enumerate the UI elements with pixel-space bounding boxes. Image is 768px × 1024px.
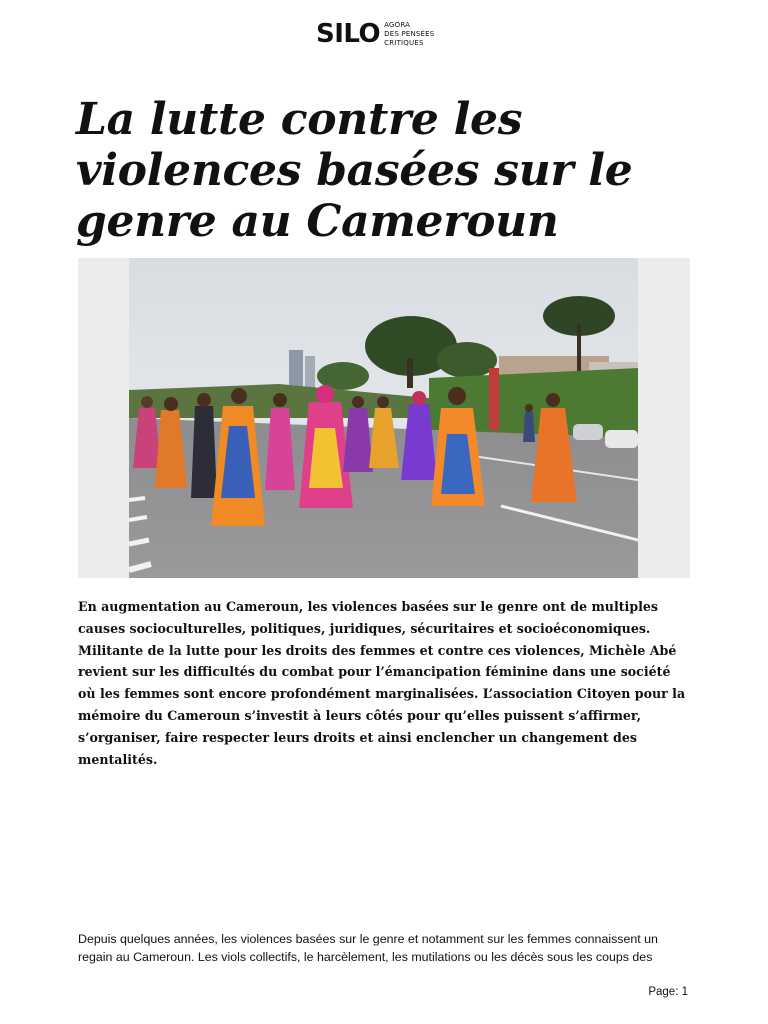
article-body	[78, 930, 690, 966]
body-line: regain au Cameroun. Les viols collectifs, le harcèlement, les mutilations ou les décès sous les coups des	[78, 950, 653, 964]
logo-tagline-line: AGORA	[384, 20, 411, 29]
body-line: Depuis quelques années, les violences basées sur le genre et notamment sur les femmes connaissent un	[78, 932, 658, 946]
logo-tagline-line: DES PENSÉES	[384, 29, 435, 38]
article-lead: En augmentation au Cameroun, les violences basées sur le genre ont de multiples causes socioculturelles, politiques, juridiques, sécuritaires et socioéconomiques. Militante de la lutte pour les droits des femmes et contre ces violences, Michèle Abé revient sur les difficultés du combat pour l’émancipation féminine dans une société où les femmes sont encore profondément marginalisées. L’association Citoyen pour la mémoire du Cameroun s’investit à leurs côtés pour qu’elles puissent s’affirmer, s’organiser, faire respecter leurs droits et ainsi enclencher un changement des mentalités.	[78, 599, 686, 767]
site-logo[interactable]	[316, 18, 434, 50]
hero-image-frame	[78, 258, 690, 578]
logo-tagline	[384, 21, 434, 48]
logo-wordmark: SILO	[316, 19, 381, 49]
hero-photo	[129, 258, 638, 578]
page-number: Page: 1	[648, 986, 688, 998]
logo-tagline-line: CRITIQUES	[384, 38, 424, 47]
article-title: La lutte contre les violences basées sur le genre au Cameroun	[76, 94, 633, 247]
